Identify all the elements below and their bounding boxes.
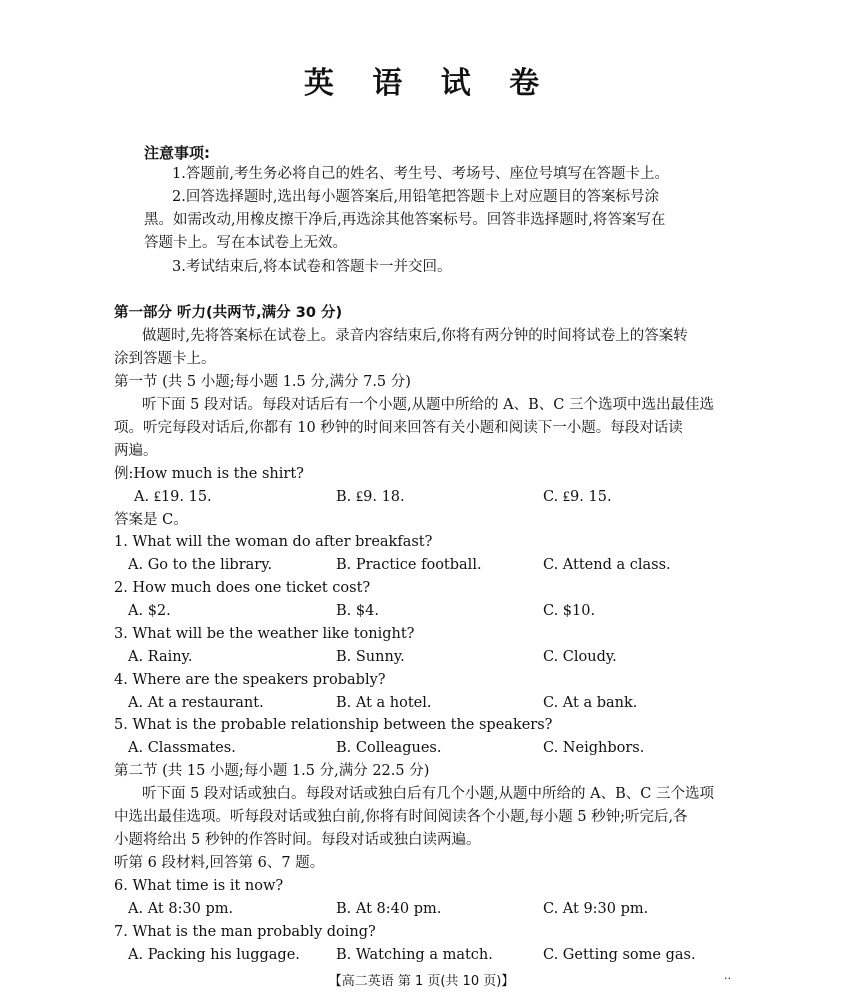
example-option-c: C. ₤9. 15. — [543, 489, 612, 505]
section1-intro-line: 听下面 5 段对话。每段对话后有一个小题,从题中所给的 A、B、C 三个选项中选出最佳选 — [142, 397, 714, 413]
material-instruction: 听第 6 段材料,回答第 6、7 题。 — [114, 855, 325, 871]
q4-option-a: A. At a restaurant. — [128, 695, 264, 711]
example-option-b: B. ₤9. 18. — [336, 489, 405, 505]
section1-intro-line: 两遍。 — [114, 443, 158, 459]
page-footer: 【高二英语 第 1 页(共 10 页)】 — [328, 974, 515, 989]
q3-option-c: C. Cloudy. — [543, 649, 617, 665]
notice-line: 黑。如需改动,用橡皮擦干净后,再选涂其他答案标号。回答非选择题时,将答案写在 — [144, 212, 666, 228]
question-6: 6. What time is it now? — [114, 878, 284, 894]
example-option-a: A. ₤19. 15. — [134, 489, 212, 505]
question-5: 5. What is the probable relationship between the speakers? — [114, 717, 553, 733]
q6-option-a: A. At 8:30 pm. — [128, 901, 234, 917]
q7-option-a: A. Packing his luggage. — [128, 947, 300, 963]
notice-line: 3.考试结束后,将本试卷和答题卡一并交回。 — [172, 259, 452, 275]
notice-heading: 注意事项: — [144, 144, 210, 162]
section2-intro-line: 听下面 5 段对话或独白。每段对话或独白后有几个小题,从题中所给的 A、B、C 三个选项 — [142, 786, 714, 802]
q2-option-c: C. $10. — [543, 603, 596, 619]
q5-option-a: A. Classmates. — [128, 740, 236, 756]
corner-mark: ·· — [724, 972, 731, 985]
q2-option-a: A. $2. — [128, 603, 171, 619]
section2-heading: 第二节 (共 15 小题;每小题 1.5 分,满分 22.5 分) — [114, 763, 430, 779]
q3-option-b: B. Sunny. — [336, 649, 405, 665]
notice-line: 1.答题前,考生务必将自己的姓名、考生号、考场号、座位号填写在答题卡上。 — [172, 166, 669, 182]
section1-heading: 第一节 (共 5 小题;每小题 1.5 分,满分 7.5 分) — [114, 374, 411, 390]
q4-option-c: C. At a bank. — [543, 695, 638, 711]
question-2: 2. How much does one ticket cost? — [114, 580, 371, 596]
q7-option-b: B. Watching a match. — [336, 947, 493, 963]
example-question: 例:How much is the shirt? — [114, 466, 304, 482]
q1-option-a: A. Go to the library. — [128, 557, 273, 573]
question-1: 1. What will the woman do after breakfast? — [114, 534, 433, 550]
q1-option-b: B. Practice football. — [336, 557, 482, 573]
q6-option-c: C. At 9:30 pm. — [543, 901, 649, 917]
section1-intro-line: 项。听完每段对话后,你都有 10 秒钟的时间来回答有关小题和阅读下一小题。每段对话读 — [114, 420, 683, 436]
question-3: 3. What will be the weather like tonight? — [114, 626, 415, 642]
part1-intro-line: 做题时,先将答案标在试卷上。录音内容结束后,你将有两分钟的时间将试卷上的答案转 — [142, 328, 688, 344]
q5-option-c: C. Neighbors. — [543, 740, 645, 756]
q1-option-c: C. Attend a class. — [543, 557, 671, 573]
section2-intro-line: 中选出最佳选项。听每段对话或独白前,你将有时间阅读各个小题,每小题 5 秒钟;听完后,各 — [114, 809, 688, 825]
part1-heading: 第一部分 听力(共两节,满分 30 分) — [114, 305, 343, 321]
question-4: 4. Where are the speakers probably? — [114, 672, 386, 688]
q5-option-b: B. Colleagues. — [336, 740, 442, 756]
notice-line: 答题卡上。写在本试卷上无效。 — [144, 235, 347, 251]
q7-option-c: C. Getting some gas. — [543, 947, 696, 963]
example-answer: 答案是 C。 — [114, 512, 188, 528]
q3-option-a: A. Rainy. — [128, 649, 193, 665]
q4-option-b: B. At a hotel. — [336, 695, 432, 711]
q6-option-b: B. At 8:40 pm. — [336, 901, 442, 917]
notice-line: 2.回答选择题时,选出每小题答案后,用铅笔把答题卡上对应题目的答案标号涂 — [172, 189, 660, 205]
part1-intro-line: 涂到答题卡上。 — [114, 351, 216, 367]
q2-option-b: B. $4. — [336, 603, 379, 619]
exam-title: 英 语 试 卷 — [303, 66, 554, 101]
question-7: 7. What is the man probably doing? — [114, 924, 376, 940]
section2-intro-line: 小题将给出 5 秒钟的作答时间。每段对话或独白读两遍。 — [114, 832, 481, 848]
